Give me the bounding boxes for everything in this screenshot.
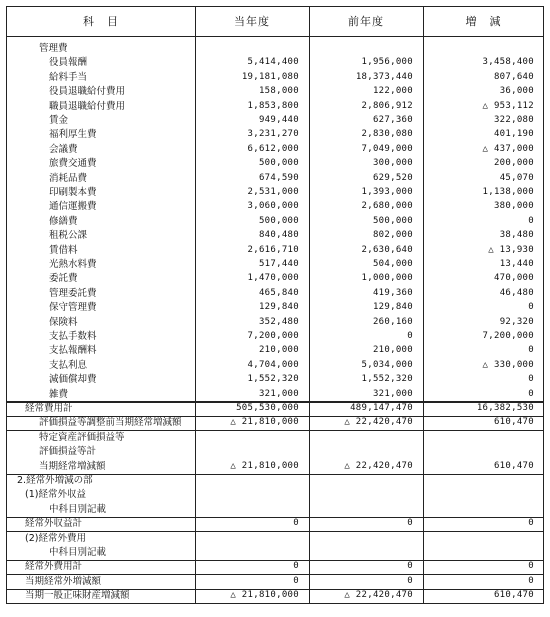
cell-current: 0 (293, 518, 299, 529)
table-row (7, 186, 543, 199)
table-row (7, 330, 543, 343)
cell-prior: 0 (407, 575, 413, 586)
cell-prior: 210,000 (372, 345, 413, 356)
cell-diff: 7,200,000 (482, 331, 534, 341)
table-row (7, 301, 543, 314)
row-label: 当期一般正味財産増減額 (25, 590, 130, 602)
row-label: 職員退職給付費用 (49, 100, 126, 112)
cell-current: 674,590 (258, 172, 299, 183)
cell-prior: 321,000 (372, 388, 413, 399)
row-label: 給料手当 (49, 71, 88, 83)
header-prior-year: 前年度 (348, 15, 384, 28)
table-header (7, 7, 543, 37)
cell-prior: 122,000 (372, 86, 413, 97)
cell-diff: 380,000 (493, 201, 534, 212)
row-label: 評価損益等計 (39, 446, 97, 458)
cell-prior: △ 22,420,470 (344, 590, 413, 601)
table-row (7, 316, 543, 329)
cell-current: 517,440 (258, 259, 299, 269)
cell-current: 6,612,000 (247, 143, 299, 154)
row-label: 委託費 (49, 273, 78, 285)
cell-prior: 7,049,000 (361, 143, 413, 154)
row-label: 支払手数料 (49, 331, 97, 342)
cell-prior: 2,830,080 (361, 129, 413, 140)
cell-prior: 489,147,470 (350, 403, 413, 413)
cell-current: 321,000 (258, 388, 299, 399)
table-row (7, 71, 543, 84)
cell-diff: 1,138,000 (482, 187, 534, 197)
table-row (7, 172, 543, 185)
row-label: (2)経常外費用 (25, 532, 86, 544)
cell-current: 500,000 (258, 215, 299, 226)
table-row (7, 589, 543, 602)
cell-current: 352,480 (258, 316, 299, 327)
cell-diff: △ 437,000 (482, 143, 534, 154)
row-label: 支払利息 (49, 359, 88, 371)
row-label: 減価償却費 (49, 374, 97, 386)
cell-current: △ 21,810,000 (230, 417, 299, 428)
cell-diff: 46,480 (499, 287, 534, 298)
row-label: 役員退職給付費用 (49, 86, 126, 98)
financial-statement-table (6, 6, 544, 604)
cell-diff: 45,070 (499, 172, 534, 183)
cell-current: △ 21,810,000 (230, 460, 299, 471)
cell-diff: 610,470 (493, 590, 534, 601)
cell-prior: 629,520 (372, 172, 413, 183)
cell-prior: 627,360 (372, 115, 413, 125)
cell-diff: 16,382,530 (476, 403, 534, 413)
cell-current: 0 (293, 575, 299, 586)
cell-current: 3,060,000 (247, 201, 299, 212)
cell-diff: 0 (528, 575, 534, 586)
row-label: 光熱水料費 (49, 259, 97, 270)
cell-diff: 0 (528, 388, 534, 399)
row-label: 経常費用計 (25, 403, 73, 414)
cell-prior: 419,360 (372, 287, 413, 298)
cell-diff: △ 13,930 (488, 244, 534, 255)
cell-prior: 2,680,000 (361, 201, 413, 212)
cell-prior: △ 22,420,470 (344, 460, 413, 471)
cell-diff: 322,080 (493, 115, 534, 125)
cell-current: 1,470,000 (247, 273, 299, 284)
cell-prior: 0 (407, 518, 413, 529)
table-row (7, 373, 543, 386)
cell-current: 210,000 (258, 345, 299, 356)
table-row (7, 474, 543, 487)
row-label: 当期経常外増減額 (25, 575, 102, 587)
row-label: 会議費 (49, 143, 78, 155)
cell-current: 500,000 (258, 158, 299, 169)
table-row (7, 244, 543, 257)
cell-current: 7,200,000 (247, 331, 299, 341)
row-label: 支払報酬料 (49, 345, 97, 357)
header-difference: 増 減 (465, 15, 502, 28)
table-row (7, 344, 543, 357)
cell-diff: 0 (528, 374, 534, 385)
cell-prior: △ 22,420,470 (344, 417, 413, 428)
row-label: 評価損益等調整前当期経常増減額 (39, 417, 182, 429)
cell-prior: 500,000 (372, 215, 413, 226)
cell-prior: 504,000 (372, 259, 413, 269)
table-row (7, 402, 543, 415)
row-label: 消耗品費 (49, 172, 88, 184)
cell-prior: 802,000 (372, 230, 413, 241)
table-row (7, 215, 543, 228)
row-label: 中科目別記載 (49, 503, 107, 515)
table-row (7, 560, 543, 573)
cell-current: 2,616,710 (247, 244, 299, 255)
table-row (7, 157, 543, 170)
cell-prior: 129,840 (372, 302, 413, 313)
cell-diff: 0 (528, 215, 534, 226)
table-row (7, 100, 543, 113)
row-label: 福利厚生費 (49, 129, 97, 141)
cell-diff: 3,458,400 (482, 57, 534, 68)
cell-current: 4,704,000 (247, 359, 299, 370)
table-row (7, 388, 543, 401)
table-row (7, 229, 543, 242)
table-row (7, 143, 543, 156)
row-divider (7, 401, 544, 402)
cell-current: 0 (293, 561, 299, 572)
cell-diff: 0 (528, 345, 534, 356)
table-row (7, 258, 543, 271)
row-label: 保守管理費 (49, 302, 97, 314)
cell-prior: 2,630,640 (361, 244, 413, 255)
table-row (7, 546, 543, 559)
row-label: 特定資産評価損益等 (39, 431, 125, 443)
cell-diff: 36,000 (499, 86, 534, 97)
cell-prior: 1,000,000 (361, 273, 413, 284)
table-row (7, 431, 543, 444)
table-row (7, 200, 543, 213)
row-label: (1)経常外収益 (25, 489, 86, 501)
cell-prior: 18,373,440 (355, 71, 413, 82)
cell-diff: 0 (528, 518, 534, 529)
row-label: 賃借料 (49, 244, 78, 256)
table-row (7, 416, 543, 429)
row-label: 2.経常外増減の部 (17, 475, 93, 486)
row-label: 修繕費 (49, 215, 78, 227)
cell-diff: 610,470 (493, 460, 534, 471)
table-row (7, 517, 543, 530)
cell-prior: 0 (407, 331, 413, 341)
row-label: 雑費 (49, 388, 69, 400)
table-row (7, 503, 543, 516)
cell-prior: 0 (407, 561, 413, 572)
cell-diff: 0 (528, 561, 534, 572)
cell-current: 949,440 (258, 115, 299, 125)
cell-current: 19,181,080 (241, 71, 299, 82)
table-row (7, 85, 543, 98)
cell-diff: 470,000 (493, 273, 534, 284)
cell-current: 505,530,000 (236, 403, 299, 413)
cell-current: 840,480 (258, 230, 299, 241)
row-label: 印刷製本費 (49, 187, 97, 198)
table-row (7, 287, 543, 300)
cell-diff: 92,320 (499, 316, 534, 327)
cell-diff: 610,470 (493, 417, 534, 428)
header-current-year: 当年度 (234, 15, 270, 28)
cell-current: 1,853,800 (247, 100, 299, 111)
header-item: 科 目 (83, 15, 119, 28)
cell-current: 158,000 (258, 86, 299, 97)
row-label: 保険料 (49, 316, 78, 328)
cell-diff: △ 330,000 (482, 359, 534, 370)
table-row (7, 56, 543, 69)
row-label: 旅費交通費 (49, 158, 97, 170)
cell-current: △ 21,810,000 (230, 590, 299, 601)
cell-prior: 1,393,000 (361, 187, 413, 197)
cell-prior: 2,806,912 (361, 100, 413, 111)
cell-current: 129,840 (258, 302, 299, 313)
row-label: 経常外費用計 (25, 561, 83, 573)
cell-prior: 1,956,000 (361, 57, 413, 68)
table-row (7, 575, 543, 588)
cell-diff: 200,000 (493, 158, 534, 169)
cell-diff: 13,440 (499, 259, 534, 269)
row-label: 経常外収益計 (25, 518, 83, 530)
row-label: 管理費 (39, 43, 68, 54)
row-label: 賃金 (49, 115, 69, 126)
table-row (7, 460, 543, 473)
cell-prior: 300,000 (372, 158, 413, 169)
cell-diff: 807,640 (493, 71, 534, 82)
cell-current: 5,414,400 (247, 57, 299, 68)
table-row (7, 42, 543, 55)
row-label: 中科目別記載 (49, 547, 107, 558)
table-row (7, 128, 543, 141)
table-row (7, 272, 543, 285)
table-row (7, 114, 543, 127)
cell-diff: △ 953,112 (482, 100, 534, 111)
table-row (7, 359, 543, 372)
cell-current: 2,531,000 (247, 187, 299, 197)
cell-current: 3,231,270 (247, 129, 299, 140)
table-row (7, 445, 543, 458)
row-label: 通信運搬費 (49, 201, 97, 213)
row-label: 租税公課 (49, 230, 88, 242)
row-label: 当期経常増減額 (39, 460, 106, 472)
table-row (7, 532, 543, 545)
cell-diff: 38,480 (499, 230, 534, 241)
row-label: 管理委託費 (49, 287, 97, 299)
cell-current: 465,840 (258, 287, 299, 298)
cell-prior: 5,034,000 (361, 359, 413, 370)
cell-prior: 1,552,320 (361, 374, 413, 385)
cell-diff: 401,190 (493, 129, 534, 140)
row-label: 役員報酬 (49, 57, 88, 69)
cell-diff: 0 (528, 302, 534, 313)
cell-prior: 260,160 (372, 316, 413, 327)
cell-current: 1,552,320 (247, 374, 299, 385)
table-row (7, 488, 543, 501)
